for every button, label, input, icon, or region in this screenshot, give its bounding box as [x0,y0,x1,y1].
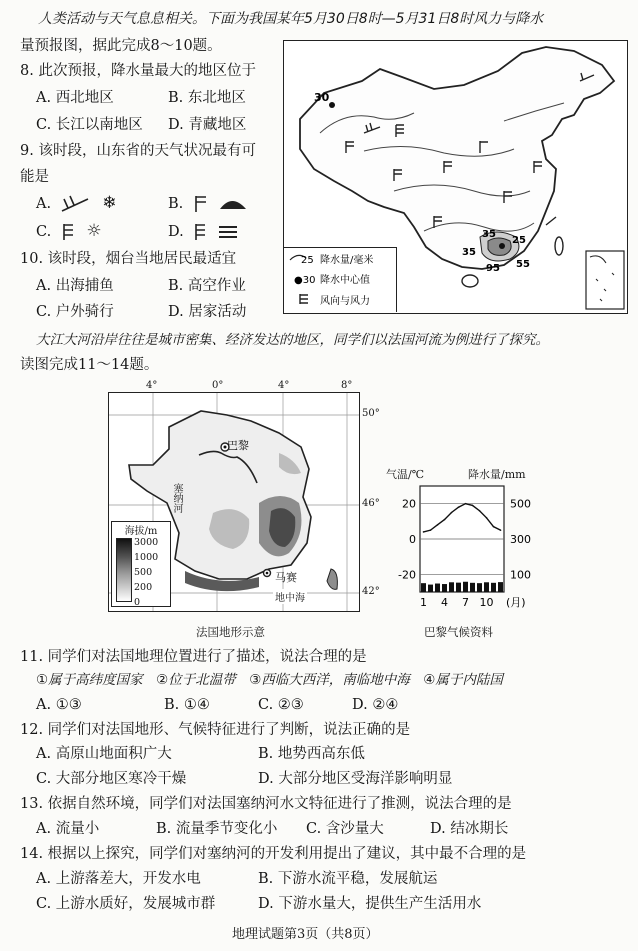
precip-bar [428,585,433,592]
temperature-point [458,506,460,508]
climate-chart-title: 巴黎气候资料 [424,625,493,639]
snow-icon: ❄ [102,193,117,213]
precip-tick-label: 100 [510,568,531,582]
elevation-legend-title: 海拔/m [124,526,158,537]
wind-barb-icon [60,222,80,242]
precip-bar [498,582,503,592]
temperature-point [451,512,453,514]
q10-option-b[interactable]: B. 高空作业 [168,278,246,294]
q12-option-c[interactable]: C. 大部分地区寒冷干燥 [36,771,187,787]
q13-option-c[interactable]: C. 含沙量大 [306,821,384,837]
intro-line-2: 量预报图，据此完成8～10题。 [20,38,222,54]
temperature-point [437,524,439,526]
q8-stem: 8. 此次预报，降水量最大的地区位于 [20,63,256,79]
precip-bar [491,583,496,592]
map-value-label: 30 [314,91,330,104]
temperature-point [472,505,474,507]
q12-option-b[interactable]: B. 地势西高东低 [258,746,365,762]
q14-option-a[interactable]: A. 上游落差大，开发水电 [36,871,201,887]
q9-option-b-label: B. [168,196,184,212]
wind-barb-icon [60,195,94,213]
q14-option-d[interactable]: D. 下游水量大，提供生产生活用水 [258,896,482,912]
temperature-point [430,529,432,531]
legend-isoline-value: 25 [301,255,314,266]
lat-label: 46° [362,498,380,509]
map-value-label: 35 [462,247,476,258]
q13-option-a[interactable]: A. 流量小 [36,821,100,837]
seine-label: 塞纳河 [171,483,182,513]
elevation-legend [111,521,171,607]
q10-stem: 10. 该时段，烟台当地居民最适宜 [20,251,237,267]
precip-bar [477,583,482,592]
legend-symbols [284,248,396,312]
marseille-label: 马赛 [275,571,297,584]
wind-barb-icon [192,194,214,214]
q8-option-a[interactable]: A. 西北地区 [36,90,114,106]
mediterranean-label: 地中海 [273,589,307,604]
q9-option-d-label: D. [168,224,184,240]
intro2-line-1: 大江大河沿岸往往是城市密集、经济发达的地区，同学们以法国河流为例进行了探究。 [36,332,549,348]
q9-option-a-label: A. [36,196,52,212]
legend-wind-label: 风向与风力 [320,296,370,307]
q13-option-b[interactable]: B. 流量季节变化小 [156,821,278,837]
map-value-label: 35 [482,229,496,240]
legend-isoline-label: 降水量/毫米 [320,255,374,266]
q9-option-a[interactable] [36,194,117,213]
month-tick-label: 4 [441,596,448,609]
intro-line-1: 人类活动与天气息息相关。下面为我国某年5月30日8时—5月31日8时风力与降水 [38,11,544,27]
sunny-icon: ☼ [86,221,102,241]
month-tick-label: 7 [462,596,469,609]
china-weather-map [283,40,628,314]
sandstorm-icon [218,197,248,211]
q12-option-d[interactable]: D. 大部分地区受海洋影响明显 [258,771,453,787]
lat-label: 50° [362,408,380,419]
paris-label: 巴黎 [227,439,249,452]
lon-label: 4° [278,380,290,391]
q8-option-d[interactable]: D. 青藏地区 [168,117,247,133]
legend-center-label: 降水中心值 [320,275,370,286]
lat-label: 42° [362,586,380,597]
map-value-label: 95 [486,263,500,274]
chart-ylabel-right: 降水量/mm [468,468,526,481]
elevation-value: 3000 [134,537,159,548]
temp-tick-label: 20 [402,497,416,511]
month-tick-label: 1 [420,596,427,609]
lon-label: 8° [341,380,353,391]
q14-option-b[interactable]: B. 下游水流平稳，发展航运 [258,871,438,887]
x-axis-label: (月) [506,596,526,609]
q10-option-d[interactable]: D. 居家活动 [168,304,247,320]
elevation-value: 0 [134,597,141,608]
month-tick-label: 10 [479,596,494,609]
q11-option-d[interactable]: D. ②④ [352,697,399,713]
precip-bar [449,582,454,592]
temperature-point [486,517,488,519]
lon-label: 0° [212,380,224,391]
precip-bar [421,583,426,592]
page-footer: 地理试题第3页（共8页） [232,927,379,942]
paris-climate-chart [386,480,536,616]
temperature-point [423,531,425,533]
precip-bar [442,584,447,592]
china-map-legend [284,247,397,312]
q11-stem: 11. 同学们对法国地理位置进行了描述，说法合理的是 [20,649,367,665]
q13-option-d[interactable]: D. 结冰期长 [430,821,509,837]
q9-stem-1: 9. 该时段，山东省的天气状况最有可 [20,143,256,159]
chart-ylabel-left: 气温/℃ [386,468,425,481]
q9-option-c-label: C. [36,224,52,240]
q11-option-b[interactable]: B. ①④ [164,697,210,713]
temp-tick-label: -20 [398,568,416,582]
q8-option-b[interactable]: B. 东北地区 [168,90,246,106]
map-value-label: 25 [512,235,526,246]
elevation-value: 500 [134,567,153,578]
precip-bar [463,582,468,592]
precip-bar [435,584,440,592]
q12-option-a[interactable]: A. 高原山地面积广大 [36,746,172,762]
temperature-point [493,526,495,528]
france-map-caption: 法国地形示意 [196,625,265,639]
q9-option-d[interactable] [168,222,239,242]
france-terrain-map [108,392,360,612]
q11-option-c[interactable]: C. ②③ [258,697,304,713]
precip-tick-label: 500 [510,497,531,511]
q9-option-b[interactable] [168,194,248,214]
q8-option-c[interactable]: C. 长江以南地区 [36,117,143,133]
temperature-point [444,519,446,521]
elevation-value: 1000 [134,552,159,563]
precip-bar [470,583,475,592]
temperature-point [465,503,467,505]
wind-barb-icon [300,294,308,304]
temp-tick-label: 0 [409,533,416,546]
wind-barb-icon [192,222,212,242]
q9-stem-2: 能是 [20,169,49,185]
map-value-label: 55 [516,259,530,270]
q10-option-c[interactable]: C. 户外骑行 [36,304,114,320]
lon-label: 4° [146,380,158,391]
elevation-value: 200 [134,582,153,593]
fog-icon [217,223,239,241]
q12-stem: 12. 同学们对法国地形、气候特征进行了判断，说法正确的是 [20,722,411,738]
precip-bar [456,583,461,592]
q11-option-a[interactable]: A. ①③ [36,697,82,713]
legend-center-value: ●30 [294,275,316,286]
q11-statements: ①属于高纬度国家 ②位于北温带 ③西临大西洋，南临地中海 ④属于内陆国 [36,672,503,688]
precip-bar [484,582,489,592]
q14-option-c[interactable]: C. 上游水质好，发展城市群 [36,896,216,912]
temperature-point [479,510,481,512]
precip-tick-label: 300 [510,533,531,546]
q10-option-a[interactable]: A. 出海捕鱼 [36,278,114,294]
q13-stem: 13. 依据自然环境，同学们对法国塞纳河水文特征进行了推测，说法合理的是 [20,796,512,812]
intro2-line-2: 读图完成11～14题。 [20,357,159,373]
q14-stem: 14. 根据以上探究，同学们对塞纳河的开发利用提出了建议，其中最不合理的是 [20,846,527,862]
temperature-point [500,529,502,531]
q9-option-c[interactable] [36,222,102,242]
